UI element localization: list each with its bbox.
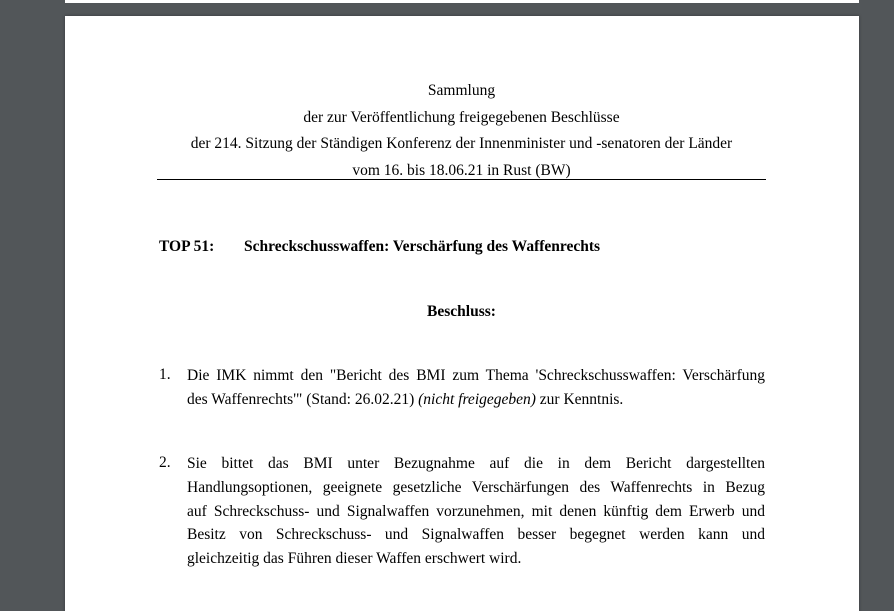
item-1-text: [187, 364, 765, 412]
item-1-line-2-b: zur Kenntnis.: [535, 390, 624, 408]
beschluss-heading: Beschluss:: [427, 303, 496, 320]
header-line-3: der 214. Sitzung der Ständigen Konferenz der Innenminister und -senatoren der Länder: [190, 135, 733, 153]
item-1-line-1: Die IMK nimmt den "Bericht des BMI zum Thema 'Schreckschusswaffen: Verschärfung: [187, 367, 765, 384]
header-rule: [157, 179, 766, 180]
item-1-line-2-italic: (nicht freigegeben): [418, 390, 536, 408]
item-2-number: 2.: [159, 454, 171, 471]
top-title: Schreckschusswaffen: Verschärfung des Waffenrechts: [244, 238, 601, 255]
previous-page-edge: [65, 0, 859, 3]
item-2-line-3: auf Schreckschuss- und Signalwaffen vorzunehmen, mit denen künftig dem Erwerb und: [187, 502, 765, 520]
item-2-line-5: gleichzeitig das Führen dieser Waffen erschwert wird.: [187, 550, 522, 568]
header-line-4: vom 16. bis 18.06.21 in Rust (BW): [352, 162, 571, 180]
header-line-2: der zur Veröffentlichung freigegebenen Beschlüsse: [303, 108, 620, 126]
document-header: [157, 78, 766, 185]
item-2-text: [187, 452, 765, 571]
item-2-line-4: Besitz von Schreckschuss- und Signalwaffen besser begegnet werden kann und: [187, 526, 765, 544]
top-label: TOP 51:: [159, 238, 215, 255]
item-1-line-2: [187, 388, 765, 412]
item-1-line-2-a: des Waffenrechts'" (Stand: 26.02.21): [187, 390, 419, 408]
item-2-line-2: Handlungsoptionen, geeignete gesetzliche Verschärfungen des Waffenrechts in Bezug: [187, 478, 765, 496]
item-1-number: 1.: [159, 366, 171, 383]
header-line-1: Sammlung: [427, 82, 496, 99]
item-2-line-1: Sie bittet das BMI unter Bezugnahme auf die in dem Bericht dargestellten: [187, 455, 765, 472]
document-page: [65, 16, 859, 611]
